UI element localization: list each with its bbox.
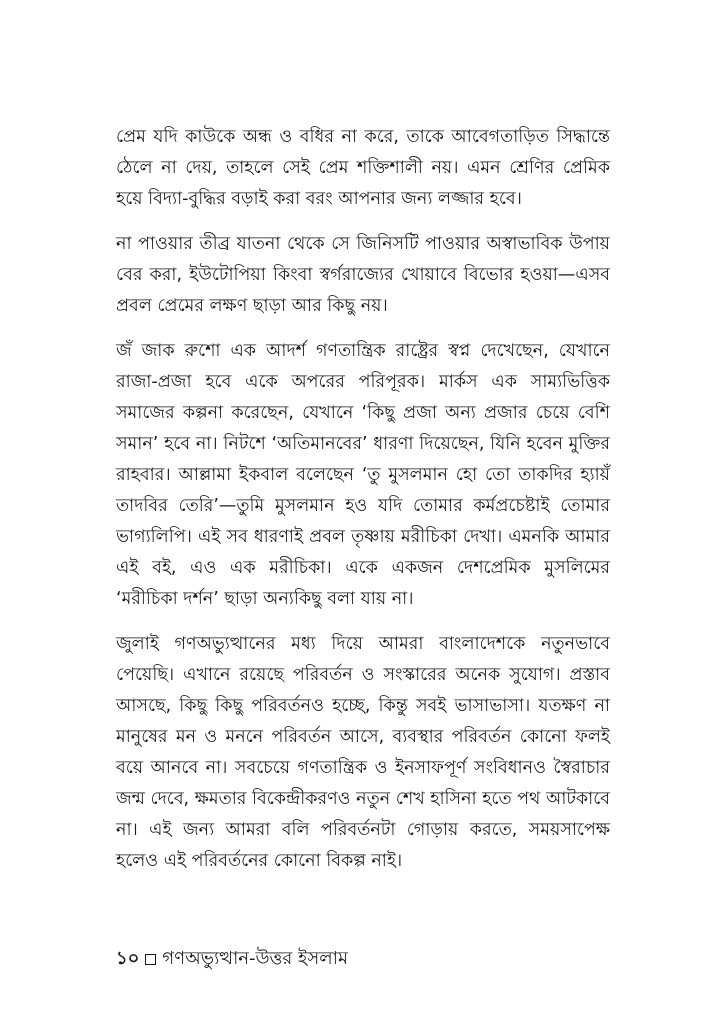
paragraph-1: প্রেম যদি কাউকে অন্ধ ও বধির না করে, তাকে আবেগতাড়িত সিদ্ধান্তে ঠেলে না দেয়, তাহলে সেই প্রেম শক্তিশালী নয়। এমন শ্রেণির প্রেমিক হয়ে বিদ্যা-বুদ্ধির বড়াই করা বরং আপনার জন্য লজ্জার হবে। bbox=[116, 127, 610, 209]
square-separator-icon bbox=[145, 954, 156, 965]
paragraph-4: জুলাই গণঅভ্যুত্থানের মধ্য দিয়ে আমরা বাংলাদেশকে নতুনভাবে পেয়েছি। এখানে রয়েছে পরিবর্তন ও সংস্কারের অনেক সুযোগ। প্রস্তাব আসছে, কিছু কিছু পরিবর্তনও হচ্ছে, কিন্তু সবই ভাসাভাসা। যতক্ষণ না মানুষের মন ও মননে পরিবর্তন আসে, ব্যবস্থার পরিবর্তন কোনো ফলই বয়ে আনবে না। সবচেয়ে গণতান্ত্রিক ও ইনসাফপূর্ণ সংবিধানও স্বৈরাচার জন্ম দেবে, ক্ষমতার বিকেন্দ্রীকরণও নতুন শেখ হাসিনা হতে পথ আটকাবে না। এই জন্য আমরা বলি পরিবর্তনটা গোড়ায় করতে, সময়সাপেক্ষ হলেও এই পরিবর্তনের কোনো বিকল্প নাই। bbox=[116, 634, 610, 871]
book-title: গণঅভ্যুত্থান-উত্তর ইসলাম bbox=[162, 948, 348, 969]
page-number: ১০ bbox=[116, 948, 140, 969]
paragraph-3: জঁ জাক রুশো এক আদর্শ গণতান্ত্রিক রাষ্ট্রের স্বপ্ন দেখেছেন, যেখানে রাজা-প্রজা হবে একে অপরের পরিপূরক। মার্কস এক সাম্যভিত্তিক সমাজের কল্পনা করেছেন, যেখানে ‘কিছু প্রজা অন্য প্রজার চেয়ে বেশি সমান’ হবে না। নিটশে ‘অতিমানবের’ ধারণা দিয়েছেন, যিনি হবেন মুক্তির রাহবার। আল্লামা ইকবাল বলেছেন ‘তু মুসলমান হো তো তাকদির হ্যায়ঁ তাদবির তেরি’—তুমি মুসলমান হও যদি তোমার কর্মপ্রচেষ্টাই তোমার ভাগ্যলিপি। এই সব ধারণাই প্রবল তৃষ্ণায় মরীচিকা দেখা। এমনকি আমার এই বই, এও এক মরীচিকা। একে একজন দেশপ্রেমিক মুসলিমের ‘মরীচিকা দর্শন’ ছাড়া অন্যকিছু বলা যায় না। bbox=[116, 341, 610, 609]
paragraph-2: না পাওয়ার তীব্র যাতনা থেকে সে জিনিসটি পাওয়ার অস্বাভাবিক উপায় বের করা, ইউটোপিয়া কিংবা স্বর্গরাজ্যের খোয়াবে বিভোর হওয়া—এসব প্রবল প্রেমের লক্ষণ ছাড়া আর কিছু নয়। bbox=[116, 234, 610, 316]
page-footer bbox=[116, 946, 348, 972]
page-body bbox=[116, 122, 610, 891]
